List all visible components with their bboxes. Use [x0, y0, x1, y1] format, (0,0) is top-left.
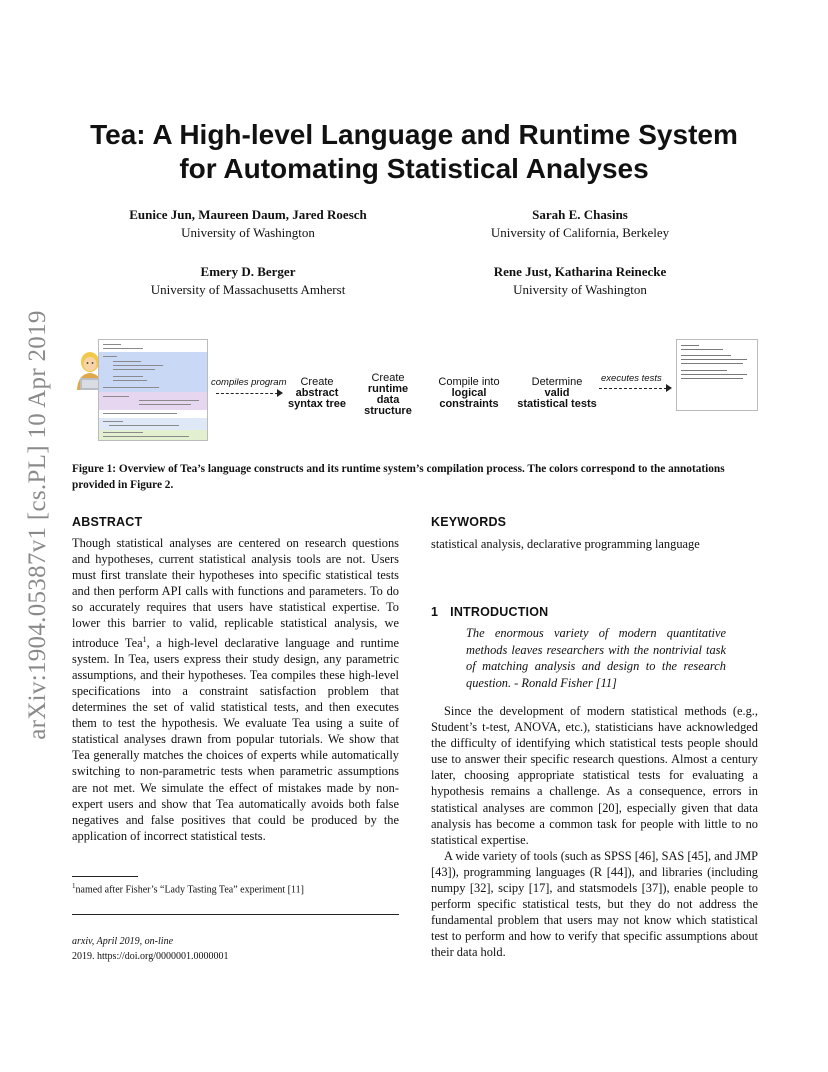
author-affiliation: University of Washington [513, 282, 647, 297]
footnote [72, 880, 304, 896]
tea-program-snippet [98, 339, 208, 441]
figure-1-caption: Figure 1: Overview of Tea’s language constructs and its runtime system’s compilation process. The colors correspond to the annotations provided in Figure 2. [72, 463, 725, 491]
code-section-data [99, 352, 207, 392]
author-block-2 [450, 206, 710, 242]
step-line: Create [371, 372, 405, 384]
dashed-arrow-1 [216, 393, 278, 394]
footer-rule [72, 914, 399, 915]
code-section-results [99, 430, 207, 440]
step-line-bold: valid [544, 387, 570, 399]
figure-1-pipeline [70, 334, 760, 444]
author-affiliation: University of Massachusetts Amherst [150, 282, 346, 297]
keywords-heading: KEYWORDS [431, 515, 507, 529]
introduction-body [431, 703, 758, 961]
code-section-study-design [99, 392, 207, 410]
footnote-number: 1 [72, 882, 76, 890]
abstract-heading: ABSTRACT [72, 515, 143, 529]
title-line-2: for Automating Statistical Analyses [179, 153, 649, 184]
abstract-text [72, 535, 399, 844]
arrowhead-2 [666, 384, 672, 392]
keywords-text: statistical analysis, declarative programming language [431, 537, 700, 551]
step-line-bold: syntax tree [287, 398, 347, 410]
step-compile-constraints [428, 377, 510, 410]
step-line-bold: logical [451, 387, 487, 399]
intro-paragraph-1: Since the development of modern statistical methods (e.g., Student’s t-test, ANOVA, etc.), statisticians have acknowledged the difficulty of identifying which statistical tests people should use to answer their specific research questions. Almost a century later, choosing appropriate statistical tests for evaluating a hypothesis remains a challenge. As a consequence, errors in statistical analyses are common [20], especially given that data analysis has become a common task for people with little to no statistical expertise. [431, 704, 758, 847]
arrow-label-compiles-program: compiles program [211, 377, 287, 388]
paper-title [80, 118, 748, 186]
step-create-ast [282, 377, 352, 410]
footnote-rule [72, 876, 138, 877]
introduction-heading [431, 605, 548, 619]
author-block-1 [120, 206, 376, 242]
code-section-hypothesis [99, 418, 207, 430]
step-line-bold: data [376, 394, 400, 406]
doi-line: 2019. https://doi.org/0000001.0000001 [72, 951, 229, 962]
author-block-3 [120, 263, 376, 299]
step-line-bold: runtime [367, 383, 409, 395]
footnote-mark: 1 [142, 634, 147, 644]
venue-info [72, 934, 229, 964]
step-determine-tests [512, 377, 602, 410]
venue-line: arxiv, April 2019, on-line [72, 936, 174, 947]
dashed-arrow-2 [599, 388, 667, 389]
arxiv-identifier: arXiv:1904.05387v1 [cs.PL] 10 Apr 2019 [24, 310, 51, 740]
abstract-text-part-2: , a high-level declarative language and runtime system. In Tea, users express their study design, any parametric assumptions, and their hypotheses. Tea compiles these high-level specifications into a constraint satisfaction problem that determines the set of valid statistical tests, and then executes them to test the hypothesis. We evaluate Tea using a suite of statistical analyses drawn from popular tutorials. We show that Tea generally matches the choices of experts while automatically switching to non-parametric tests when parametric assumptions are not met. We simulate the effect of mistakes made by non-expert users and show that Tea automatically avoids both false negatives and false positives that could be produced by the application of incorrect statistical tests. [72, 635, 399, 843]
author-names: Rene Just, Katharina Reinecke [493, 264, 667, 279]
step-line: Determine [531, 376, 583, 388]
step-line-bold: constraints [439, 398, 499, 410]
abstract-text-part-1: Though statistical analyses are centered on research questions and hypotheses, current statistical analysis tools are not. Users must first translate their hypotheses into specific statistical tests and then perform API calls with functions and parameters. To do so accurately requires that users have statistical expertise. To lower this barrier to valid, replicable statistical analysis, we introduce Tea [72, 536, 399, 650]
arrow-label-executes-tests: executes tests [601, 373, 662, 384]
author-names: Emery D. Berger [200, 264, 296, 279]
section-number: 1 [431, 605, 439, 619]
author-names: Sarah E. Chasins [532, 207, 628, 222]
author-block-4 [450, 263, 710, 299]
footnote-text: named after Fisher’s “Lady Tasting Tea” experiment [11] [75, 884, 304, 896]
intro-paragraph-2: A wide variety of tools (such as SPSS [46], SAS [45], and JMP [43]), programming languages (R [44]), and libraries (including numpy [32], scipy [17], and statsmodels [37]), enable people to perform specific statistical tests, but they do not address the fundamental problem that users may not know which statistical test to perform and how to verify that specific assumptions about their data hold. [431, 848, 758, 960]
step-line: Compile into [438, 376, 500, 388]
section-title: INTRODUCTION [450, 605, 549, 619]
code-section-assumptions [99, 410, 207, 418]
title-line-1: Tea: A High-level Language and Runtime System [90, 119, 738, 150]
step-line-bold: abstract [295, 387, 339, 399]
code-section-header [99, 340, 207, 352]
author-names: Eunice Jun, Maureen Daum, Jared Roesch [129, 207, 367, 222]
author-affiliation: University of Washington [181, 225, 315, 240]
author-affiliation: University of California, Berkeley [490, 225, 670, 240]
step-line-bold: statistical tests [517, 398, 597, 410]
step-line-bold: structure [364, 405, 412, 417]
step-create-runtime-structure [358, 373, 418, 417]
step-line: Create [300, 376, 334, 388]
test-results-output [676, 339, 758, 411]
epigraph-quote: The enormous variety of modern quantitative methods leaves researchers with the nontrivial task of matching analysis and design to the research question. - Ronald Fisher [11] [466, 626, 726, 690]
arxiv-sidebar [18, 290, 58, 760]
